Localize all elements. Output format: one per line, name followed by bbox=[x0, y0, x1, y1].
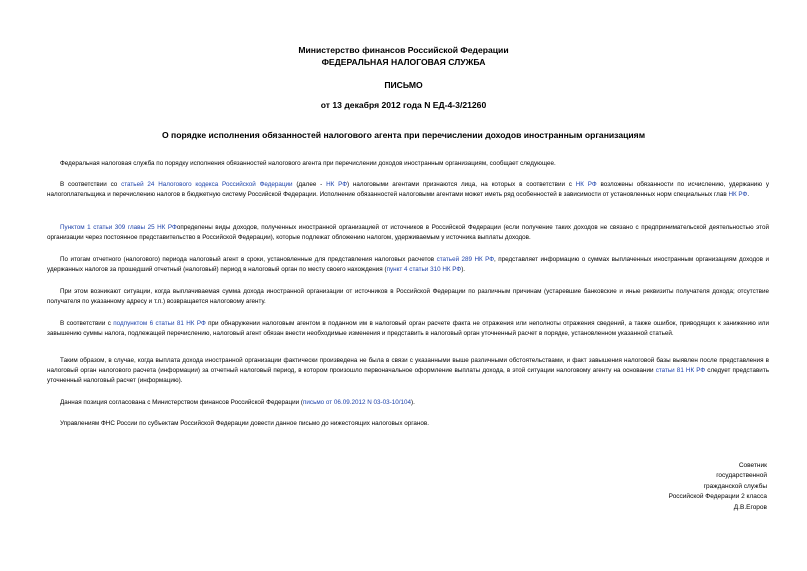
paragraph-2 bbox=[47, 180, 769, 200]
link-nk-rf[interactable]: НК РФ bbox=[728, 191, 748, 199]
ministry-name: Министерство финансов Российской Федерации bbox=[298, 45, 509, 55]
text-fragment: (далее - bbox=[292, 181, 327, 188]
document-type: ПИСЬМО bbox=[384, 80, 423, 90]
text-fragment: Данная позиция согласована с Министерством финансов Российской Федерации ( bbox=[60, 399, 303, 406]
signature-position: гражданской службы bbox=[703, 482, 767, 490]
signature-block bbox=[547, 461, 767, 513]
text-fragment: . bbox=[747, 191, 750, 199]
link-article-310[interactable]: пункт 4 статьи 310 НК РФ bbox=[386, 266, 462, 274]
signature-position: Советник bbox=[738, 462, 767, 469]
link-article-289[interactable]: статьей 289 НК РФ bbox=[436, 256, 495, 263]
text-fragment: возложены обязанности по исчислению, удержанию у налогоплательщика и перечислению налогов в бюджетную систему Российской Федерации. Исполнение обязанностей налоговыми агентами может иметь ряд особенностей в зависимости от установленных норм специальных глав bbox=[47, 181, 769, 199]
paragraph-7 bbox=[47, 356, 769, 387]
paragraph-1: Федеральная налоговая служба по порядку исполнения обязанностей налогового агента при перечислении доходов иностранным организациям, сообщает следующее. bbox=[60, 160, 556, 167]
link-minfin-letter[interactable]: письмо от 06.09.2012 N 03-03-10/104 bbox=[303, 399, 411, 406]
text-fragment: ). bbox=[410, 399, 415, 406]
document-date-number: от 13 декабря 2012 года N ЕД-4-3/21260 bbox=[320, 100, 487, 110]
link-article-24-nk[interactable]: статьей 24 Налогового кодекса Российской Федерации bbox=[121, 181, 293, 188]
signature-name: Д.В.Егоров bbox=[733, 503, 767, 511]
text-fragment: следует представить уточненный налоговый расчет (информацию). bbox=[47, 367, 769, 385]
text-fragment: По итогам отчетного (налогового) периода налоговый агент в сроки, установленные для представления налоговых расчетов bbox=[60, 256, 437, 263]
text-fragment: В соответствии с bbox=[60, 320, 114, 327]
signature-position: государственной bbox=[716, 472, 767, 480]
paragraph-9: Управлениям ФНС России по субъектам Российской Федерации довести данное письмо до нижестоящих налоговых органов. bbox=[60, 420, 430, 427]
text-fragment: определены виды доходов, полученных иностранной организацией от источников в Российской Федерации (если получение таких доходов не связано с предпринимательской деятельностью этой организации через постоянное представительство в Российской Федерации), которые подлежат обложению налогом, удерживаемым у источника выплаты доходов. bbox=[47, 224, 769, 242]
link-nk-rf[interactable]: НК РФ bbox=[326, 181, 347, 188]
paragraph-4 bbox=[47, 255, 769, 275]
link-subparagraph-6-article-81[interactable]: подпунктом 6 статьи 81 НК РФ bbox=[113, 320, 206, 327]
signature-position: Российской Федерации 2 класса bbox=[668, 493, 767, 501]
paragraph-6 bbox=[47, 319, 769, 339]
paragraph-5: При этом возникают ситуации, когда выплачиваемая сумма дохода иностранной организации от источников в Российской Федерации по различным причинам (устаревшие банковские и иные реквизиты получателя дохода; отсутствие получателя по указанному адресу и т.п.) возвращается налоговому агенту. bbox=[47, 288, 769, 306]
text-fragment: ). bbox=[461, 266, 466, 274]
service-name: ФЕДЕРАЛЬНАЯ НАЛОГОВАЯ СЛУЖБА bbox=[321, 57, 486, 67]
link-nk-rf[interactable]: НК РФ bbox=[575, 181, 597, 188]
text-fragment: В соответствии со bbox=[60, 181, 122, 188]
link-article-309[interactable]: Пунктом 1 статьи 309 главы 25 НК РФ bbox=[60, 224, 177, 231]
document-title: О порядке исполнения обязанностей налогового агента при перечислении доходов иностранным организациям bbox=[161, 130, 646, 140]
text-fragment: при обнаружении налоговым агентом в поданном им в налоговый орган расчете факта не отражения или неполноты отражения сведений, а также ошибок, приводящих к занижению или завышению суммы налога, подлежащей перечислению, налоговый агент обязан внести необходимые изменения и представить в налоговый орган уточненный расчет в порядке, установленном указанной статьей. bbox=[47, 320, 769, 338]
paragraph-3 bbox=[47, 223, 769, 243]
text-fragment: Таким образом, в случае, когда выплата дохода иностранной организации фактически произведена не была в связи с указанными выше различными обстоятельствами, и факт завышения налоговой базы выявлен после представления в налоговый орган налогового расчета (информации) за отчетный налоговый период, в котором произошло первоначальное оформление выплаты дохода, в этой ситуации налоговому агенту на основании bbox=[47, 357, 769, 375]
link-article-81[interactable]: статьи 81 НК РФ bbox=[655, 367, 706, 375]
text-fragment: ) налоговыми агентами признаются лица, на которых в соответствии с bbox=[347, 181, 576, 188]
text-fragment: , представляет информацию о суммах выплаченных иностранным организациям доходов и удержанных налогов за прошедший отчетный (налоговый) период в налоговый орган по месту своего нахождения ( bbox=[47, 256, 769, 274]
paragraph-8 bbox=[47, 398, 769, 408]
